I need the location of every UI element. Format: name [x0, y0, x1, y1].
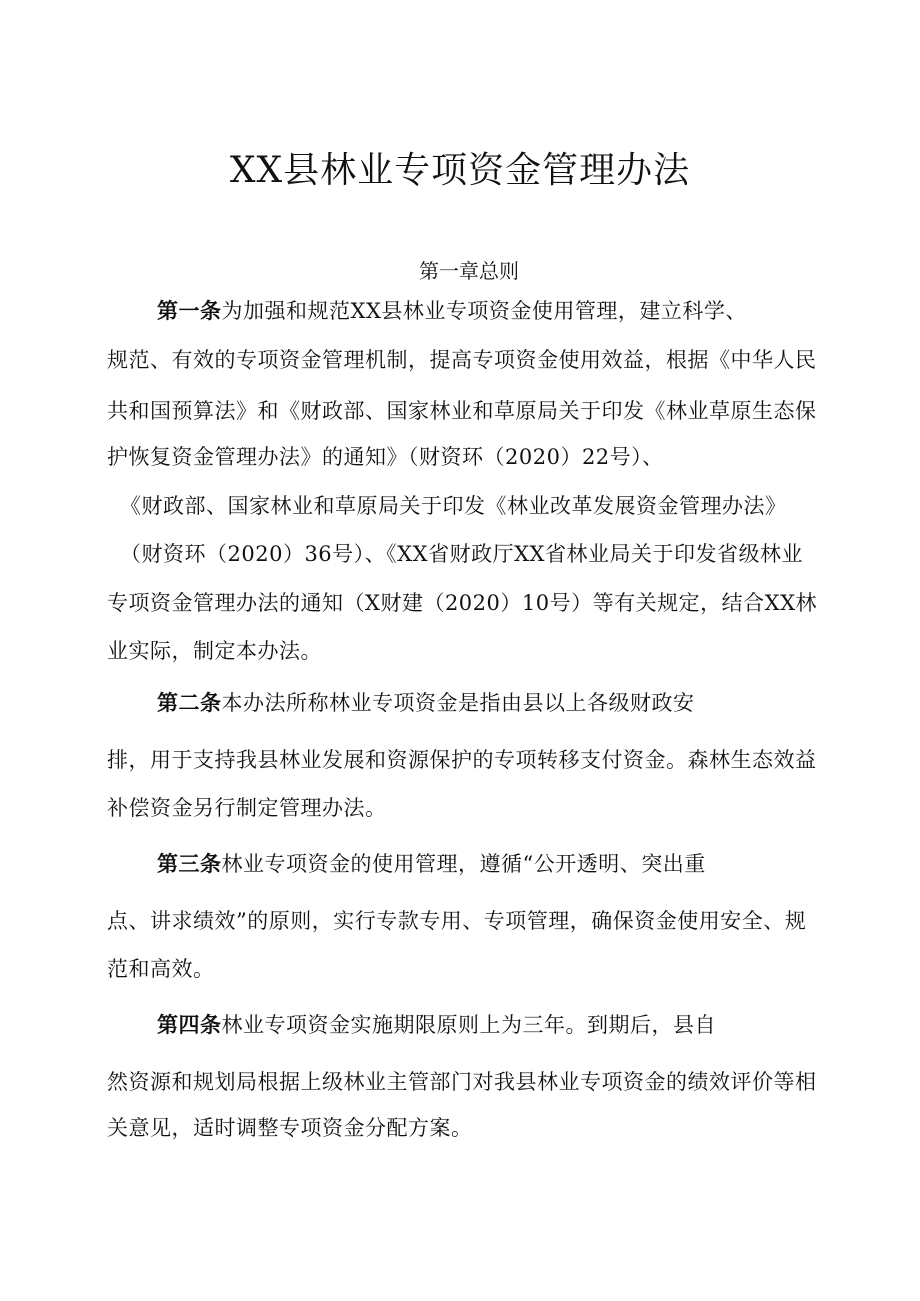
article-1-line-4: 护恢复资金管理办法》的通知》（财资环（2020）22号）、: [107, 445, 664, 469]
article-1-line-8: 业实际，制定本办法。: [107, 639, 322, 663]
article-4-first-line: [157, 1010, 716, 1040]
article-1-line-5: 《财政部、国家林业和草原局关于印发《林业改革发展资金管理办法》: [120, 494, 787, 518]
article-1-first-line: [157, 296, 747, 326]
article-3-line-2: 点、讲求绩效”的原则，实行专款专用、专项管理，确保资金使用安全、规: [107, 909, 807, 933]
article-2-line-1: 本办法所称林业专项资金是指由县以上各级财政安: [221, 691, 695, 715]
article-1-line-3: 共和国预算法》和《财政部、国家林业和草原局关于印发《林业草原生态保: [107, 399, 817, 423]
article-3-line-3: 范和高效。: [107, 957, 215, 981]
article-2-line-3: 补偿资金另行制定管理办法。: [107, 796, 387, 820]
article-2-first-line: [157, 688, 695, 718]
article-4-line-2: 然资源和规划局根据上级林业主管部门对我县林业专项资金的绩效评价等相: [107, 1070, 817, 1094]
article-3-heading: 第三条: [157, 852, 222, 876]
article-3-line-1: 林业专项资金的使用管理，遵循“公开透明、突出重: [221, 852, 706, 876]
article-2-heading: 第二条: [157, 691, 222, 715]
article-1-line-1: 为加强和规范XX县林业专项资金使用管理，建立科学、: [221, 299, 747, 323]
article-4-line-3: 关意见，适时调整专项资金分配方案。: [107, 1116, 473, 1140]
article-1-line-6: （财资环（2020）36号）、《XX省财政厅XX省林业局关于印发省级林业: [120, 542, 803, 566]
article-4-line-1: 林业专项资金实施期限原则上为三年。到期后，县自: [221, 1013, 716, 1037]
article-3-first-line: [157, 849, 706, 879]
article-4-heading: 第四条: [157, 1013, 222, 1037]
chapter-heading: 第一章总则: [419, 259, 519, 283]
article-2-line-2: 排，用于支持我县林业发展和资源保护的专项转移支付资金。森林生态效益: [107, 748, 817, 772]
article-1-line-7: 专项资金管理办法的通知（X财建（2020）10号）等有关规定，结合XX林: [107, 591, 818, 615]
article-1-heading: 第一条: [157, 299, 222, 323]
article-1-line-2: 规范、有效的专项资金管理机制，提高专项资金使用效益，根据《中华人民: [107, 348, 817, 372]
document-title: XX县林业专项资金管理办法: [229, 150, 691, 191]
